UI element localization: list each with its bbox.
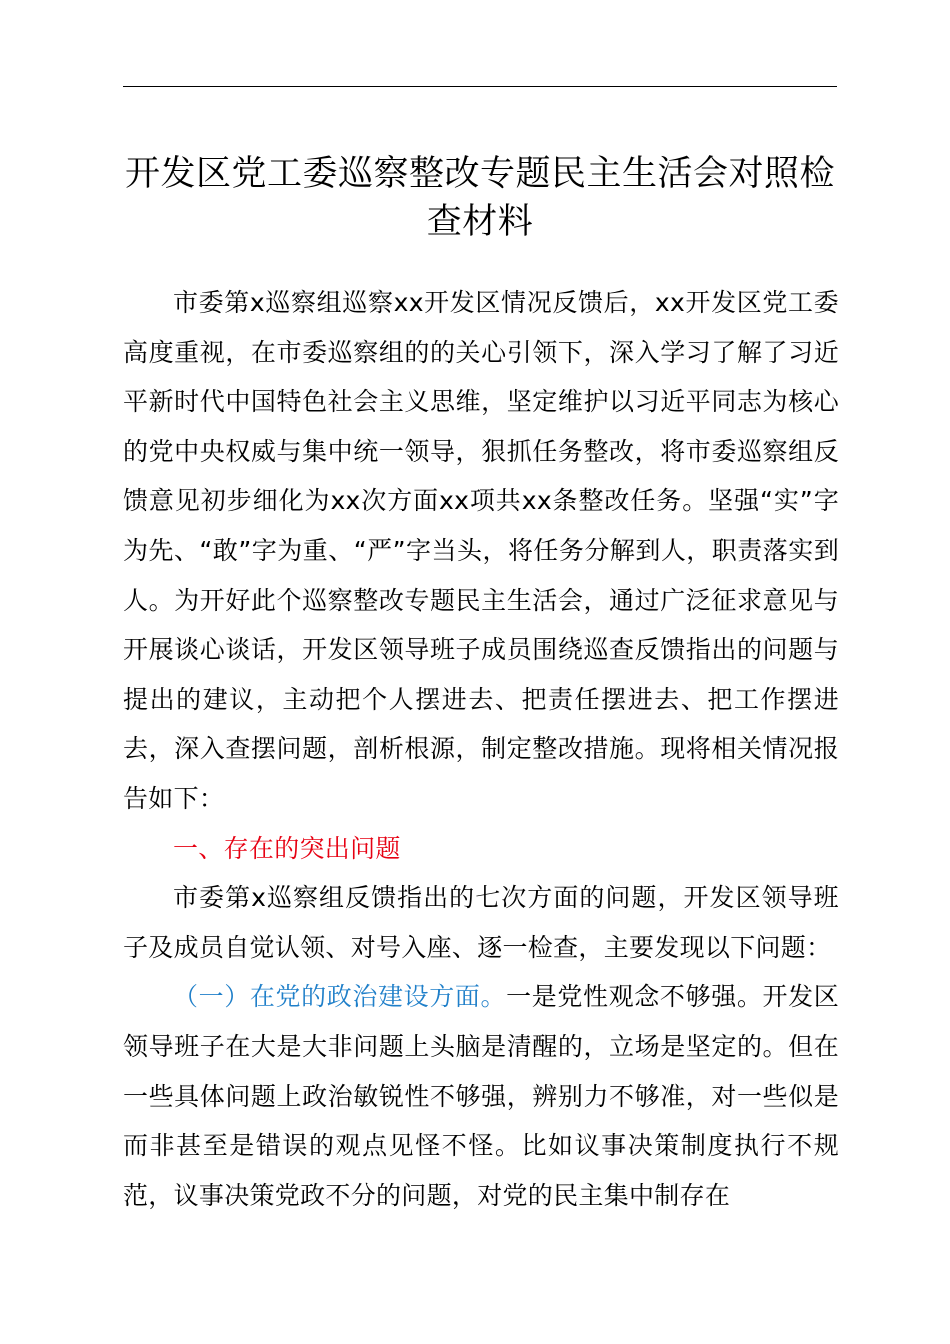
document-body: [123, 278, 839, 1220]
header-rule: [123, 86, 837, 87]
section-heading-problems: 一、存在的突出问题: [173, 833, 401, 863]
document-title: 开发区党工委巡察整改专题民主生活会对照检查材料: [124, 154, 835, 242]
subsection-text: 一是党性观念不够强。开发区领导班子在大是大非问题上头脑是清醒的，立场是坚定的。但在一些具体问题上政治敏锐性不够强，辨别力不够准，对一些似是而非甚至是错误的观点见怪不怪。比如议事决策制度执行不规范，议事决策党政不分的问题，对党的民主集中制存在: [123, 982, 840, 1210]
intro-paragraph: 市委第x巡察组巡察xx开发区情况反馈后，xx开发区党工委高度重视，在市委巡察组的的关心引领下，深入学习了解了习近平新时代中国特色社会主义思维，坚定维护以习近平同志为核心的党中央权威与集中统一领导，狠抓任务整改，将市委巡察组反馈意见初步细化为xx次方面xx项共xx条整改任务。坚强“实”字为先、“敢”字为重、“严”字当头，将任务分解到人，职责落实到人。为开好此个巡察整改专题民主生活会，通过广泛征求意见与开展谈心谈话，开发区领导班子成员围绕巡查反馈指出的问题与提出的建议，主动把个人摆进去、把责任摆进去、把工作摆进去，深入查摆问题，剖析根源，制定整改措施。现将相关情况报告如下：: [123, 288, 839, 813]
subsection-heading-political: （一）在党的政治建设方面。: [173, 982, 507, 1012]
section-intro-paragraph: 市委第x巡察组反馈指出的七次方面的问题，开发区领导班子及成员自觉认领、对号入座、逐一检查，主要发现以下问题：: [123, 883, 839, 962]
subsection-paragraph: [123, 972, 839, 1220]
